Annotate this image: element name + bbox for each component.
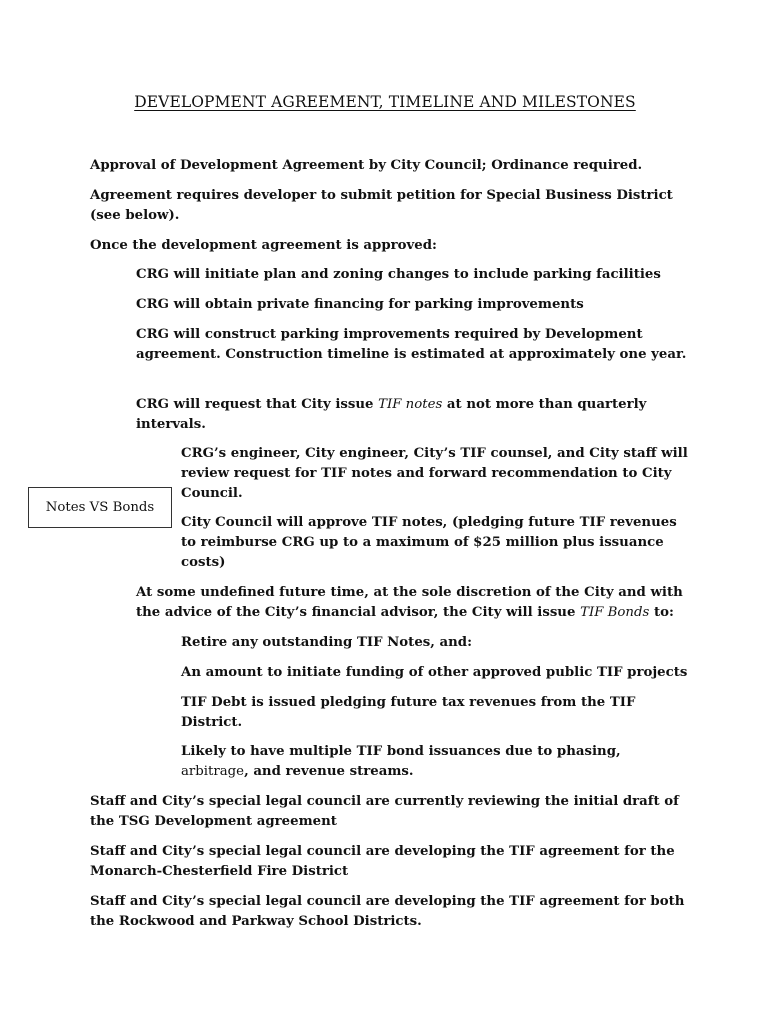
notes-vs-bonds-box: Notes VS Bonds — [28, 487, 172, 528]
paragraph-approval: Approval of Development Agreement by City Council; Ordinance required. — [90, 158, 643, 173]
subitem-initiate-funding: An amount to initiate funding of other approved public TIF projects — [181, 665, 688, 680]
subitem-tif-debt: TIF Debt is issued pledging future tax revenues from the TIF District. — [181, 695, 636, 730]
subitem-retire-notes: Retire any outstanding TIF Notes, and: — [181, 635, 473, 650]
tif-bonds-text-a: At some undefined future time, at the sole discretion of the City and with the advice of the City’s financial advisor, the City will issue — [136, 585, 683, 620]
tif-bonds-text-c: to: — [649, 605, 674, 620]
item-zoning-changes: CRG will initiate plan and zoning changes to include parking facilities — [136, 267, 661, 282]
item-private-financing: CRG will obtain private financing for parking improvements — [136, 297, 584, 312]
item-issue-tif-bonds — [136, 583, 696, 623]
tif-notes-text-c: at not more than quarterly intervals. — [136, 397, 647, 432]
tif-bonds-term: TIF Bonds — [580, 605, 650, 620]
tif-notes-term: TIF notes — [378, 397, 443, 412]
subitem-multiple-issuances — [181, 742, 691, 782]
paragraph-reviewing-draft: Staff and City’s special legal council are currently reviewing the initial draft of the TSG Development agreement — [90, 794, 679, 829]
tif-notes-text-a: CRG will request that City issue — [136, 397, 379, 412]
arbitrage-term: arbitrage — [181, 764, 245, 779]
paragraph-fire-district: Staff and City’s special legal council are developing the TIF agreement for the Monarch-Chesterfield Fire District — [90, 844, 675, 879]
item-request-tif-notes — [136, 395, 696, 435]
subitem-council-approve: City Council will approve TIF notes, (pledging future TIF revenues to reimburse CRG up to a maximum of $25 million plus issuance costs) — [181, 515, 677, 570]
paragraph-petition: Agreement requires developer to submit petition for Special Business District (see below). — [90, 188, 673, 223]
item-construct-parking: CRG will construct parking improvements required by Development agreement. Construction timeline is estimated at approximately one year. — [136, 327, 687, 362]
paragraph-once-approved: Once the development agreement is approved: — [90, 238, 437, 253]
issuances-text-c: , and revenue streams. — [244, 764, 414, 779]
subitem-review-request: CRG’s engineer, City engineer, City’s TIF counsel, and City staff will review request for TIF notes and forward recommendation to City Council. — [181, 446, 688, 501]
paragraph-school-districts: Staff and City’s special legal council are developing the TIF agreement for both the Rockwood and Parkway School Districts. — [90, 894, 685, 929]
issuances-text-a: Likely to have multiple TIF bond issuances due to phasing, — [181, 744, 621, 759]
page-title: DEVELOPMENT AGREEMENT, TIMELINE AND MILESTONES — [134, 93, 636, 111]
